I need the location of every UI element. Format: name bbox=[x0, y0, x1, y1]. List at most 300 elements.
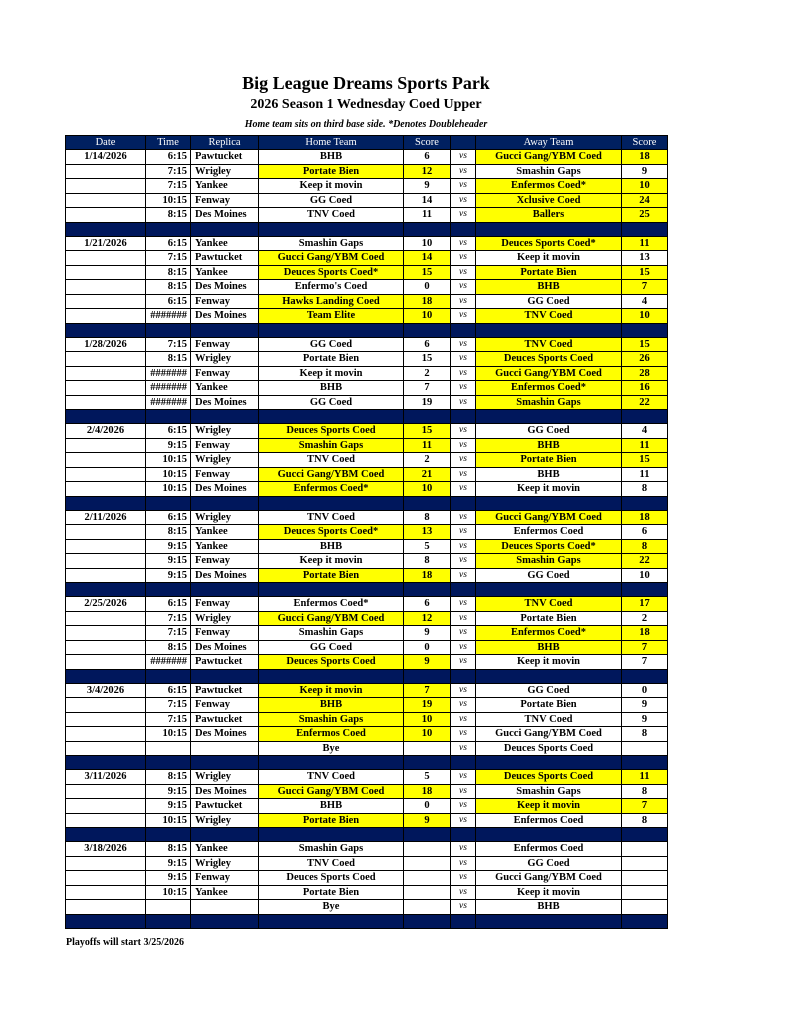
away-score-cell: 18 bbox=[622, 150, 668, 165]
away-score-cell bbox=[622, 842, 668, 857]
separator-cell bbox=[66, 496, 146, 510]
table-row bbox=[66, 193, 668, 208]
away-team-cell: GG Coed bbox=[476, 294, 622, 309]
time-cell: 6:15 bbox=[146, 597, 191, 612]
field-cell: Wrigley bbox=[191, 611, 259, 626]
time-cell: 10:15 bbox=[146, 467, 191, 482]
field-cell: Des Moines bbox=[191, 280, 259, 295]
table-row bbox=[66, 611, 668, 626]
week-separator bbox=[66, 756, 668, 770]
table-row bbox=[66, 813, 668, 828]
time-cell: 7:15 bbox=[146, 164, 191, 179]
away-score-cell: 11 bbox=[622, 236, 668, 251]
separator-cell bbox=[146, 828, 191, 842]
table-row bbox=[66, 770, 668, 785]
home-team-cell: Smashin Gaps bbox=[259, 236, 404, 251]
field-cell: Fenway bbox=[191, 337, 259, 352]
table-row bbox=[66, 568, 668, 583]
vs-cell: vs bbox=[451, 395, 476, 410]
away-score-cell: 15 bbox=[622, 265, 668, 280]
home-team-cell: TNV Coed bbox=[259, 510, 404, 525]
time-cell: 9:15 bbox=[146, 568, 191, 583]
vs-cell: vs bbox=[451, 309, 476, 324]
time-cell: ####### bbox=[146, 381, 191, 396]
schedule-body bbox=[66, 136, 668, 929]
away-team-cell: Gucci Gang/YBM Coed bbox=[476, 150, 622, 165]
date-cell bbox=[66, 784, 146, 799]
week-separator bbox=[66, 323, 668, 337]
home-score-cell: 11 bbox=[404, 438, 451, 453]
time-cell: 9:15 bbox=[146, 784, 191, 799]
away-score-cell: 2 bbox=[622, 611, 668, 626]
col-header: Replica bbox=[191, 136, 259, 150]
table-row bbox=[66, 655, 668, 670]
away-score-cell bbox=[622, 856, 668, 871]
field-cell: Yankee bbox=[191, 381, 259, 396]
away-team-cell: TNV Coed bbox=[476, 309, 622, 324]
away-score-cell: 4 bbox=[622, 424, 668, 439]
home-score-cell: 9 bbox=[404, 179, 451, 194]
away-score-cell: 10 bbox=[622, 309, 668, 324]
home-score-cell bbox=[404, 900, 451, 915]
time-cell: 9:15 bbox=[146, 438, 191, 453]
separator-cell bbox=[404, 914, 451, 928]
table-row bbox=[66, 626, 668, 641]
separator-cell bbox=[404, 496, 451, 510]
away-score-cell: 22 bbox=[622, 554, 668, 569]
separator-cell bbox=[451, 914, 476, 928]
time-cell: 6:15 bbox=[146, 510, 191, 525]
time-cell: 9:15 bbox=[146, 554, 191, 569]
date-cell: 3/11/2026 bbox=[66, 770, 146, 785]
date-cell bbox=[66, 193, 146, 208]
away-team-cell: Deuces Sports Coed* bbox=[476, 236, 622, 251]
separator-cell bbox=[451, 583, 476, 597]
separator-cell bbox=[451, 756, 476, 770]
home-team-cell: BHB bbox=[259, 150, 404, 165]
separator-cell bbox=[622, 914, 668, 928]
separator-cell bbox=[66, 410, 146, 424]
separator-cell bbox=[622, 496, 668, 510]
week-separator bbox=[66, 496, 668, 510]
field-cell: Des Moines bbox=[191, 784, 259, 799]
vs-cell: vs bbox=[451, 510, 476, 525]
time-cell: 9:15 bbox=[146, 539, 191, 554]
away-score-cell: 8 bbox=[622, 539, 668, 554]
field-cell: Wrigley bbox=[191, 164, 259, 179]
field-cell: Pawtucket bbox=[191, 150, 259, 165]
away-team-cell: GG Coed bbox=[476, 424, 622, 439]
separator-cell bbox=[191, 323, 259, 337]
away-score-cell: 6 bbox=[622, 525, 668, 540]
separator-cell bbox=[66, 222, 146, 236]
separator-cell bbox=[476, 914, 622, 928]
field-cell: Pawtucket bbox=[191, 655, 259, 670]
date-cell bbox=[66, 871, 146, 886]
vs-cell: vs bbox=[451, 193, 476, 208]
away-team-cell: Smashin Gaps bbox=[476, 395, 622, 410]
separator-cell bbox=[404, 669, 451, 683]
separator-cell bbox=[404, 323, 451, 337]
time-cell bbox=[146, 741, 191, 756]
home-score-cell: 13 bbox=[404, 525, 451, 540]
home-team-cell: Portate Bien bbox=[259, 352, 404, 367]
table-row bbox=[66, 482, 668, 497]
home-score-cell: 6 bbox=[404, 337, 451, 352]
home-team-cell: BHB bbox=[259, 698, 404, 713]
away-score-cell: 8 bbox=[622, 813, 668, 828]
date-cell bbox=[66, 251, 146, 266]
away-team-cell: TNV Coed bbox=[476, 597, 622, 612]
time-cell: ####### bbox=[146, 366, 191, 381]
time-cell: 9:15 bbox=[146, 856, 191, 871]
home-team-cell: Portate Bien bbox=[259, 813, 404, 828]
field-cell: Wrigley bbox=[191, 510, 259, 525]
field-cell: Des Moines bbox=[191, 568, 259, 583]
vs-cell: vs bbox=[451, 640, 476, 655]
date-cell bbox=[66, 395, 146, 410]
home-team-cell: GG Coed bbox=[259, 337, 404, 352]
time-cell: 8:15 bbox=[146, 842, 191, 857]
away-team-cell: Portate Bien bbox=[476, 265, 622, 280]
time-cell: 10:15 bbox=[146, 813, 191, 828]
table-row bbox=[66, 251, 668, 266]
time-cell: ####### bbox=[146, 309, 191, 324]
away-score-cell: 18 bbox=[622, 626, 668, 641]
home-team-cell: TNV Coed bbox=[259, 856, 404, 871]
away-team-cell: Gucci Gang/YBM Coed bbox=[476, 871, 622, 886]
table-row bbox=[66, 885, 668, 900]
time-cell: 10:15 bbox=[146, 727, 191, 742]
vs-cell: vs bbox=[451, 683, 476, 698]
field-cell: Yankee bbox=[191, 236, 259, 251]
away-team-cell: GG Coed bbox=[476, 856, 622, 871]
table-row bbox=[66, 467, 668, 482]
home-score-cell: 14 bbox=[404, 251, 451, 266]
separator-cell bbox=[66, 583, 146, 597]
time-cell: 8:15 bbox=[146, 352, 191, 367]
date-cell bbox=[66, 539, 146, 554]
vs-cell: vs bbox=[451, 900, 476, 915]
away-team-cell: Portate Bien bbox=[476, 698, 622, 713]
separator-cell bbox=[146, 669, 191, 683]
vs-cell: vs bbox=[451, 236, 476, 251]
field-cell: Yankee bbox=[191, 539, 259, 554]
date-cell bbox=[66, 554, 146, 569]
away-score-cell: 8 bbox=[622, 727, 668, 742]
home-score-cell: 19 bbox=[404, 698, 451, 713]
table-row bbox=[66, 309, 668, 324]
date-cell bbox=[66, 640, 146, 655]
separator-cell bbox=[146, 496, 191, 510]
home-score-cell: 12 bbox=[404, 611, 451, 626]
date-cell bbox=[66, 900, 146, 915]
field-cell: Wrigley bbox=[191, 813, 259, 828]
table-row bbox=[66, 554, 668, 569]
time-cell: 7:15 bbox=[146, 611, 191, 626]
home-score-cell: 0 bbox=[404, 640, 451, 655]
home-score-cell: 18 bbox=[404, 784, 451, 799]
home-team-cell: Smashin Gaps bbox=[259, 438, 404, 453]
home-team-cell: Smashin Gaps bbox=[259, 712, 404, 727]
separator-cell bbox=[622, 669, 668, 683]
week-separator bbox=[66, 222, 668, 236]
vs-cell: vs bbox=[451, 741, 476, 756]
separator-cell bbox=[476, 583, 622, 597]
date-cell bbox=[66, 265, 146, 280]
table-row bbox=[66, 294, 668, 309]
field-cell bbox=[191, 741, 259, 756]
vs-cell: vs bbox=[451, 424, 476, 439]
home-score-cell: 9 bbox=[404, 626, 451, 641]
home-team-cell: Keep it movin bbox=[259, 366, 404, 381]
separator-cell bbox=[259, 669, 404, 683]
vs-cell: vs bbox=[451, 265, 476, 280]
home-team-cell: Gucci Gang/YBM Coed bbox=[259, 251, 404, 266]
away-score-cell bbox=[622, 885, 668, 900]
home-team-cell: Deuces Sports Coed bbox=[259, 871, 404, 886]
away-team-cell: Enfermos Coed* bbox=[476, 626, 622, 641]
vs-cell: vs bbox=[451, 597, 476, 612]
time-cell: 7:15 bbox=[146, 337, 191, 352]
separator-cell bbox=[191, 828, 259, 842]
home-score-cell: 0 bbox=[404, 799, 451, 814]
away-team-cell: Deuces Sports Coed bbox=[476, 741, 622, 756]
time-cell: 6:15 bbox=[146, 683, 191, 698]
vs-cell: vs bbox=[451, 554, 476, 569]
home-team-cell: Keep it movin bbox=[259, 179, 404, 194]
separator-cell bbox=[66, 756, 146, 770]
away-team-cell: Portate Bien bbox=[476, 611, 622, 626]
separator-cell bbox=[404, 756, 451, 770]
separator-cell bbox=[259, 410, 404, 424]
table-row bbox=[66, 438, 668, 453]
date-cell bbox=[66, 164, 146, 179]
home-score-cell: 19 bbox=[404, 395, 451, 410]
vs-cell: vs bbox=[451, 164, 476, 179]
home-team-cell: TNV Coed bbox=[259, 770, 404, 785]
separator-cell bbox=[259, 222, 404, 236]
date-cell bbox=[66, 467, 146, 482]
field-cell: Wrigley bbox=[191, 453, 259, 468]
home-team-cell: GG Coed bbox=[259, 395, 404, 410]
table-row bbox=[66, 179, 668, 194]
week-separator bbox=[66, 410, 668, 424]
home-team-cell: Deuces Sports Coed* bbox=[259, 265, 404, 280]
separator-cell bbox=[622, 222, 668, 236]
date-cell bbox=[66, 727, 146, 742]
home-score-cell bbox=[404, 842, 451, 857]
away-score-cell: 4 bbox=[622, 294, 668, 309]
separator-cell bbox=[146, 323, 191, 337]
table-row bbox=[66, 352, 668, 367]
home-score-cell: 9 bbox=[404, 655, 451, 670]
field-cell: Fenway bbox=[191, 438, 259, 453]
separator-cell bbox=[259, 756, 404, 770]
separator-cell bbox=[451, 669, 476, 683]
date-cell bbox=[66, 453, 146, 468]
week-separator bbox=[66, 583, 668, 597]
page-subtitle: 2026 Season 1 Wednesday Coed Upper bbox=[250, 97, 482, 112]
away-score-cell: 7 bbox=[622, 799, 668, 814]
home-team-cell: Portate Bien bbox=[259, 164, 404, 179]
field-cell: Yankee bbox=[191, 525, 259, 540]
time-cell: ####### bbox=[146, 655, 191, 670]
separator-cell bbox=[622, 756, 668, 770]
header-row bbox=[66, 136, 668, 150]
home-score-cell: 0 bbox=[404, 280, 451, 295]
vs-cell: vs bbox=[451, 784, 476, 799]
field-cell: Fenway bbox=[191, 366, 259, 381]
away-score-cell: 7 bbox=[622, 640, 668, 655]
vs-cell: vs bbox=[451, 698, 476, 713]
separator-cell bbox=[451, 496, 476, 510]
week-separator bbox=[66, 914, 668, 928]
date-cell bbox=[66, 813, 146, 828]
vs-cell: vs bbox=[451, 568, 476, 583]
away-team-cell: Smashin Gaps bbox=[476, 784, 622, 799]
home-team-cell: GG Coed bbox=[259, 193, 404, 208]
field-cell: Pawtucket bbox=[191, 799, 259, 814]
field-cell: Fenway bbox=[191, 193, 259, 208]
date-cell: 1/21/2026 bbox=[66, 236, 146, 251]
date-cell bbox=[66, 482, 146, 497]
home-score-cell: 15 bbox=[404, 265, 451, 280]
date-cell bbox=[66, 611, 146, 626]
away-team-cell: Deuces Sports Coed bbox=[476, 352, 622, 367]
home-score-cell: 9 bbox=[404, 813, 451, 828]
vs-cell: vs bbox=[451, 381, 476, 396]
home-team-cell: Deuces Sports Coed* bbox=[259, 525, 404, 540]
away-score-cell: 15 bbox=[622, 453, 668, 468]
separator-cell bbox=[191, 410, 259, 424]
vs-cell: vs bbox=[451, 611, 476, 626]
table-row bbox=[66, 150, 668, 165]
separator-cell bbox=[146, 756, 191, 770]
away-score-cell: 9 bbox=[622, 164, 668, 179]
home-score-cell: 5 bbox=[404, 539, 451, 554]
time-cell: 6:15 bbox=[146, 236, 191, 251]
separator-cell bbox=[146, 583, 191, 597]
vs-cell: vs bbox=[451, 856, 476, 871]
home-team-cell: BHB bbox=[259, 381, 404, 396]
time-cell: 6:15 bbox=[146, 294, 191, 309]
date-cell bbox=[66, 179, 146, 194]
home-team-cell: Hawks Landing Coed bbox=[259, 294, 404, 309]
away-score-cell: 11 bbox=[622, 467, 668, 482]
away-score-cell: 7 bbox=[622, 655, 668, 670]
date-cell bbox=[66, 366, 146, 381]
col-header: Away Team bbox=[476, 136, 622, 150]
table-row bbox=[66, 164, 668, 179]
separator-cell bbox=[191, 583, 259, 597]
field-cell: Des Moines bbox=[191, 208, 259, 223]
home-team-cell: Bye bbox=[259, 900, 404, 915]
home-team-cell: Gucci Gang/YBM Coed bbox=[259, 611, 404, 626]
field-cell: Yankee bbox=[191, 885, 259, 900]
away-team-cell: Portate Bien bbox=[476, 453, 622, 468]
home-score-cell bbox=[404, 871, 451, 886]
field-cell: Pawtucket bbox=[191, 712, 259, 727]
home-score-cell: 8 bbox=[404, 554, 451, 569]
away-score-cell: 25 bbox=[622, 208, 668, 223]
away-team-cell: GG Coed bbox=[476, 683, 622, 698]
home-team-cell: Team Elite bbox=[259, 309, 404, 324]
schedule-table bbox=[65, 135, 668, 929]
separator-cell bbox=[622, 583, 668, 597]
field-cell: Fenway bbox=[191, 597, 259, 612]
away-team-cell: Smashin Gaps bbox=[476, 164, 622, 179]
time-cell: 9:15 bbox=[146, 871, 191, 886]
separator-cell bbox=[476, 756, 622, 770]
table-row bbox=[66, 856, 668, 871]
home-team-cell: Portate Bien bbox=[259, 568, 404, 583]
field-cell: Fenway bbox=[191, 294, 259, 309]
home-score-cell: 18 bbox=[404, 294, 451, 309]
vs-cell: vs bbox=[451, 150, 476, 165]
table-row bbox=[66, 525, 668, 540]
away-team-cell: TNV Coed bbox=[476, 337, 622, 352]
field-cell: Wrigley bbox=[191, 770, 259, 785]
date-cell: 1/28/2026 bbox=[66, 337, 146, 352]
field-cell: Des Moines bbox=[191, 309, 259, 324]
field-cell: Yankee bbox=[191, 179, 259, 194]
date-cell bbox=[66, 381, 146, 396]
field-cell: Fenway bbox=[191, 626, 259, 641]
home-score-cell: 5 bbox=[404, 770, 451, 785]
field-cell: Des Moines bbox=[191, 640, 259, 655]
separator-cell bbox=[66, 914, 146, 928]
home-team-cell: GG Coed bbox=[259, 640, 404, 655]
away-score-cell: 10 bbox=[622, 568, 668, 583]
vs-cell: vs bbox=[451, 482, 476, 497]
time-cell: 10:15 bbox=[146, 482, 191, 497]
vs-cell: vs bbox=[451, 467, 476, 482]
away-score-cell: 9 bbox=[622, 712, 668, 727]
away-team-cell: Gucci Gang/YBM Coed bbox=[476, 366, 622, 381]
time-cell: 7:15 bbox=[146, 698, 191, 713]
home-score-cell: 15 bbox=[404, 352, 451, 367]
away-team-cell: Keep it movin bbox=[476, 799, 622, 814]
home-score-cell: 14 bbox=[404, 193, 451, 208]
field-cell: Wrigley bbox=[191, 424, 259, 439]
col-header: Home Team bbox=[259, 136, 404, 150]
vs-cell: vs bbox=[451, 655, 476, 670]
date-cell bbox=[66, 208, 146, 223]
table-row bbox=[66, 337, 668, 352]
home-score-cell: 10 bbox=[404, 309, 451, 324]
away-score-cell: 7 bbox=[622, 280, 668, 295]
away-team-cell: Enfermos Coed bbox=[476, 842, 622, 857]
away-team-cell: Deuces Sports Coed* bbox=[476, 539, 622, 554]
date-cell: 1/14/2026 bbox=[66, 150, 146, 165]
table-row bbox=[66, 741, 668, 756]
home-team-cell: Bye bbox=[259, 741, 404, 756]
separator-cell bbox=[622, 828, 668, 842]
home-score-cell: 18 bbox=[404, 568, 451, 583]
table-row bbox=[66, 727, 668, 742]
away-team-cell: Gucci Gang/YBM Coed bbox=[476, 510, 622, 525]
field-cell: Des Moines bbox=[191, 395, 259, 410]
vs-cell: vs bbox=[451, 842, 476, 857]
separator-cell bbox=[451, 410, 476, 424]
away-team-cell: Keep it movin bbox=[476, 482, 622, 497]
away-score-cell: 11 bbox=[622, 438, 668, 453]
away-team-cell: GG Coed bbox=[476, 568, 622, 583]
field-cell: Yankee bbox=[191, 842, 259, 857]
col-header: Score bbox=[622, 136, 668, 150]
home-score-cell: 2 bbox=[404, 366, 451, 381]
